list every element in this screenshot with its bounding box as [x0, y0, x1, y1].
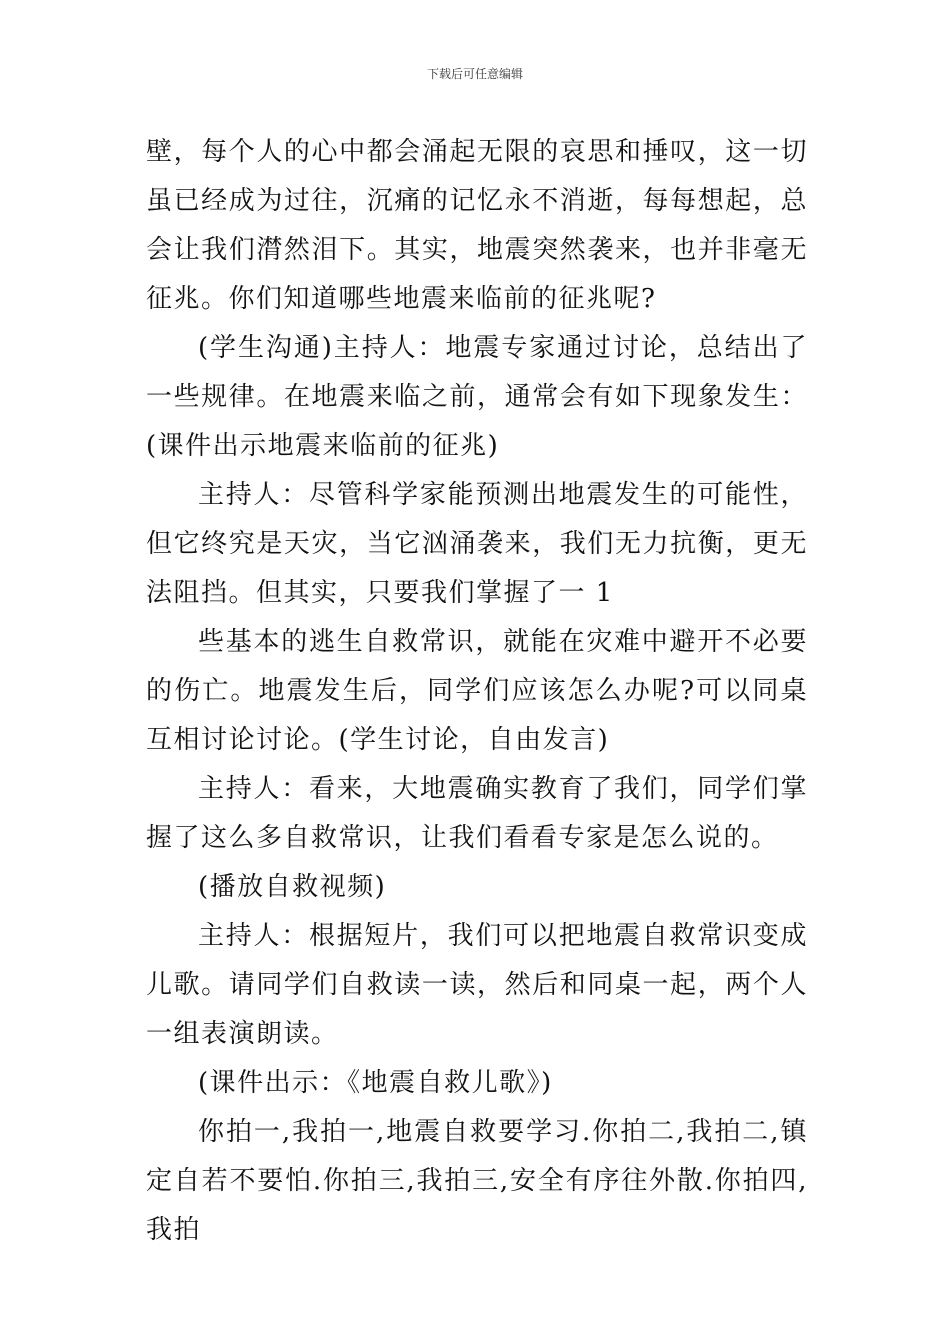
page-header: 下载后可任意编辑 — [426, 67, 523, 81]
paragraph-host-prediction: 主持人：尽管科学家能预测出地震发生的可能性，但它终究是天灾，当它汹涌袭来，我们无力抗衡，更无法阻挡。但其实，只要我们掌握了一 1 — [146, 480, 808, 608]
paragraph-clapping-song: 你拍一,我拍一,地震自救要学习.你拍二,我拍二,镇定自若不要怕.你拍三,我拍三,安全有序往外散.你拍四,我拍 — [146, 1117, 808, 1245]
document-body — [146, 128, 808, 1255]
paragraph-host-song: 主持人：根据短片，我们可以把地震自救常识变成儿歌。请同学们自救读一读，然后和同桌一起，两个人一组表演朗读。 — [146, 921, 808, 1049]
paragraph-play-video: (播放自救视频) — [198, 872, 387, 902]
paragraph-student-exchange: (学生沟通)主持人：地震专家通过讨论，总结出了一些规律。在地震来临之前，通常会有如下现象发生：(课件出示地震来临前的征兆) — [146, 333, 808, 461]
paragraph-continuation: 壁，每个人的心中都会涌起无限的哀思和捶叹，这一切虽已经成为过往，沉痛的记忆永不消逝，每每想起，总会让我们潸然泪下。其实，地震突然袭来，也并非毫无征兆。你们知道哪些地震来临前的征兆呢? — [146, 137, 808, 314]
paragraph-self-rescue-knowledge: 些基本的逃生自救常识，就能在灾难中避开不必要的伤亡。地震发生后，同学们应该怎么办呢?可以同桌互相讨论讨论。(学生讨论，自由发言) — [146, 627, 808, 755]
paragraph-courseware-song: (课件出示：《地震自救儿歌》) — [198, 1068, 553, 1098]
paragraph-host-expert: 主持人：看来，大地震确实教育了我们，同学们掌握了这么多自救常识，让我们看看专家是怎么说的。 — [146, 774, 808, 853]
